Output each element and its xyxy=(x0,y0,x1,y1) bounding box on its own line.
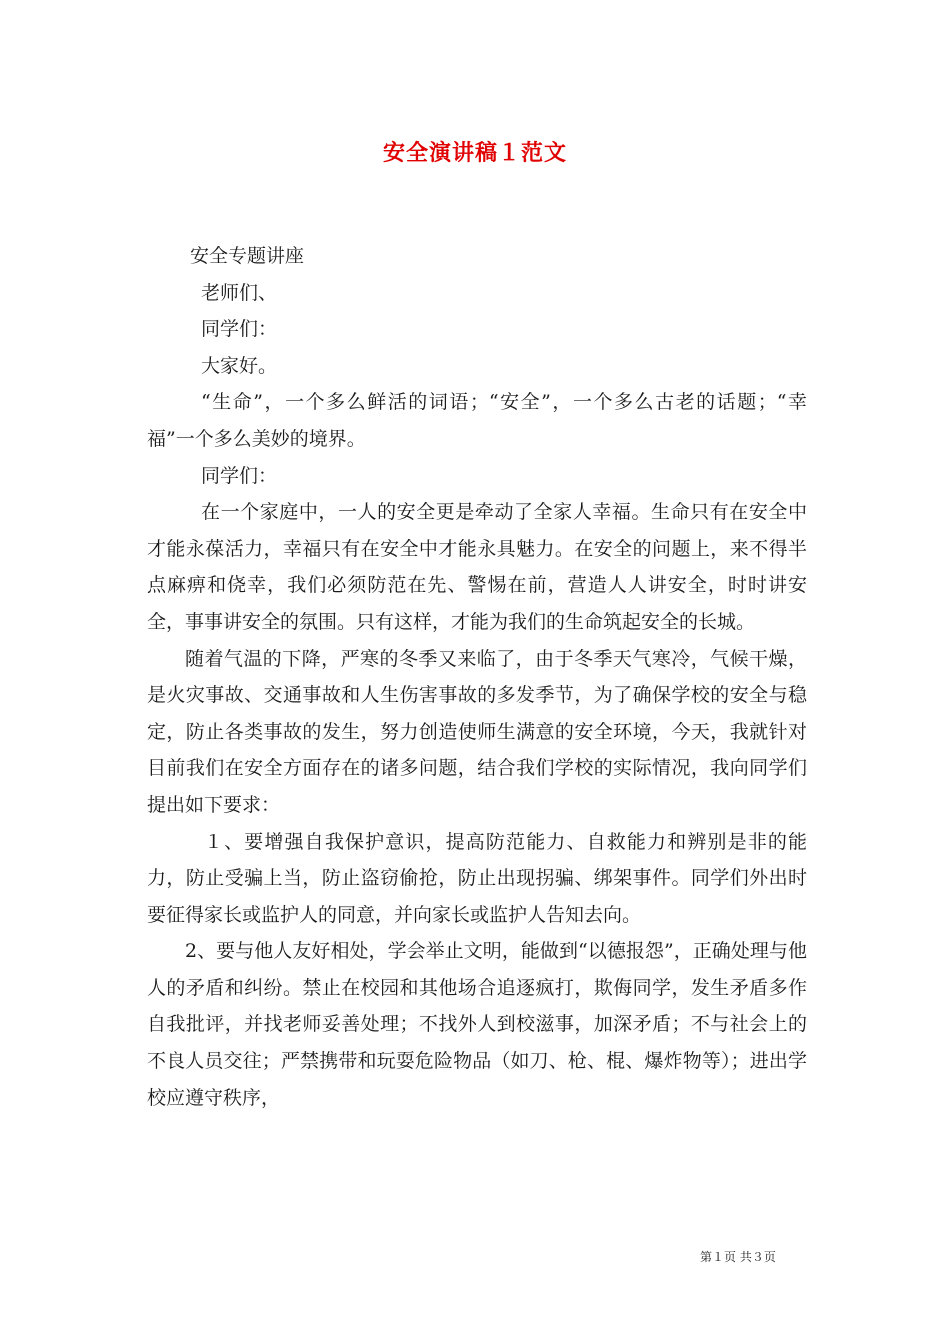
paragraph-hello: 大家好。 xyxy=(201,354,278,377)
page-number: 第１页 共３页 xyxy=(700,1250,776,1264)
document-body xyxy=(147,238,807,1116)
paragraph-subject: 安全专题讲座 xyxy=(190,245,305,267)
paragraph-rule-1: １、要增强自我保护意识，提高防范能力、自救能力和辨别是非的能力，防止受骗上当，防止盗窃偷抢，防止出现拐骗、绑架事件。同学们外出时要征得家长或监护人的同意，并向家长或监护人告知去向。 xyxy=(147,830,807,926)
paragraph-family-safety: 在一个家庭中，一人的安全更是牵动了全家人幸福。生命只有在安全中才能永葆活力，幸福只有在安全中才能永具魅力。在安全的问题上，来不得半点麻痹和侥幸，我们必须防范在先、警惕在前，营造人人讲安全，时时讲安全，事事讲安全的氛围。只有这样，才能为我们的生命筑起安全的长城。 xyxy=(147,501,807,633)
paragraph-winter: 随着气温的下降，严寒的冬季又来临了，由于冬季天气寒冷，气候干燥，是火灾事故、交通事故和人生伤害事故的多发季节，为了确保学校的安全与稳定，防止各类事故的发生，努力创造使师生满意的安全环境，今天，我就针对目前我们在安全方面存在的诸多问题，结合我们学校的实际情况，我向同学们提出如下要求： xyxy=(147,647,807,816)
paragraph-intro: “生命”，一个多么鲜活的词语；“安全”，一个多么古老的话题；“幸福”一个多么美妙的境界。 xyxy=(147,391,807,450)
paragraph-rule-2: 2、要与他人友好相处，学会举止文明，能做到“以德报怨”，正确处理与他人的矛盾和纠纷。禁止在校园和其他场合追逐疯打，欺侮同学，发生矛盾多作自我批评，并找老师妥善处理；不找外人到校滋事，加深矛盾；不与社会上的不良人员交往；严禁携带和玩耍危险物品（如刀、枪、棍、爆炸物等）；进出学校应遵守秩序， xyxy=(147,940,807,1109)
document-title: 安全演讲稿１范文 xyxy=(382,140,567,166)
paragraph-greeting-teachers: 老师们、 xyxy=(201,281,278,304)
paragraph-greeting-students: 同学们： xyxy=(201,318,278,341)
paragraph-greeting-students-2: 同学们： xyxy=(201,464,278,487)
